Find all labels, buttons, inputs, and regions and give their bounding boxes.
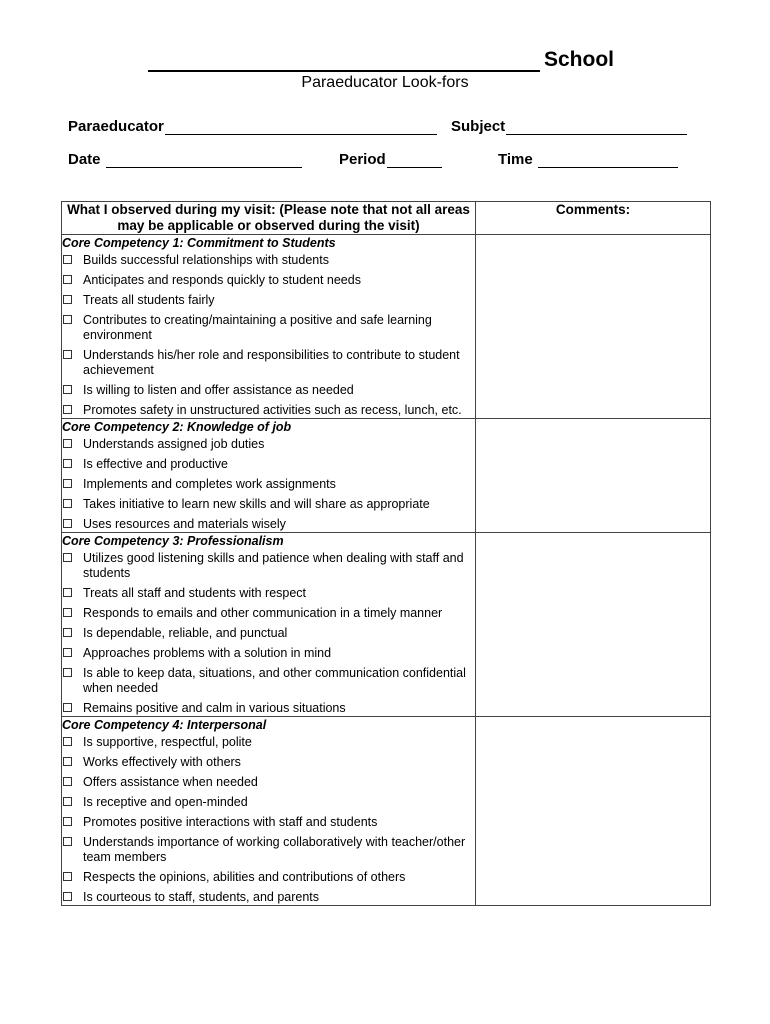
checkbox[interactable] <box>63 255 72 264</box>
comments-cell-3[interactable] <box>476 533 711 717</box>
checklist-item-text: Is effective and productive <box>83 457 228 471</box>
competency-row <box>62 533 711 717</box>
checklist-item <box>62 646 475 661</box>
checklist-item-text: Respects the opinions, abilities and contributions of others <box>83 870 406 884</box>
checklist-item <box>62 273 475 288</box>
checkbox[interactable] <box>63 385 72 394</box>
checkbox[interactable] <box>63 648 72 657</box>
checklist-item-text: Treats all staff and students with respect <box>83 586 307 600</box>
observed-header: What I observed during my visit: (Please note that not all areas may be applicable or observed during the visit) <box>62 202 476 235</box>
checklist-item <box>62 253 475 268</box>
checklist-item-text: Is able to keep data, situations, and other communication confidential when needed <box>83 666 466 695</box>
checkbox[interactable] <box>63 892 72 901</box>
paraeducator-label: Paraeducator <box>68 118 164 135</box>
competency-4-section <box>62 717 476 906</box>
checkbox[interactable] <box>63 553 72 562</box>
checkbox[interactable] <box>63 499 72 508</box>
checklist-item <box>62 795 475 810</box>
observation-table <box>61 201 711 906</box>
checklist-item-text: Responds to emails and other communication in a timely manner <box>83 606 443 620</box>
checklist-item-text: Is dependable, reliable, and punctual <box>83 626 288 640</box>
checkbox[interactable] <box>63 628 72 637</box>
checkbox[interactable] <box>63 608 72 617</box>
checkbox[interactable] <box>63 872 72 881</box>
competency-title: Core Competency 1: Commitment to Students <box>62 236 336 250</box>
paraeducator-blank[interactable] <box>165 120 437 135</box>
checklist-item-text: Contributes to creating/maintaining a positive and safe learning environment <box>83 313 432 342</box>
checkbox[interactable] <box>63 295 72 304</box>
checklist-item <box>62 457 475 472</box>
period-blank[interactable] <box>387 153 442 168</box>
table-header-row <box>62 202 711 235</box>
competency-row <box>62 235 711 419</box>
checklist-item <box>62 383 475 398</box>
checklist-item <box>62 735 475 750</box>
period-label: Period <box>339 151 386 168</box>
checklist-item <box>62 870 475 885</box>
checklist-item-text: Uses resources and materials wisely <box>83 517 286 531</box>
checklist-item-text: Understands importance of working collaboratively with teacher/other team members <box>83 835 466 864</box>
checkbox[interactable] <box>63 275 72 284</box>
checklist-item-text: Understands his/her role and responsibilities to contribute to student achievement <box>83 348 460 377</box>
subject-label: Subject <box>451 118 506 135</box>
checklist-item-text: Approaches problems with a solution in mind <box>83 646 332 660</box>
competency-row <box>62 717 711 906</box>
checklist-item <box>62 606 475 621</box>
checkbox[interactable] <box>63 588 72 597</box>
period-field <box>339 151 442 168</box>
time-label: Time <box>498 151 533 168</box>
checklist-item <box>62 755 475 770</box>
competency-2-section <box>62 419 476 533</box>
checklist-item-text: Promotes positive interactions with staff and students <box>83 815 378 829</box>
checkbox[interactable] <box>63 405 72 414</box>
competency-row <box>62 419 711 533</box>
checklist-item-text: Is supportive, respectful, polite <box>83 735 252 749</box>
checklist-item <box>62 551 475 581</box>
subject-blank[interactable] <box>506 120 687 135</box>
comments-cell-2[interactable] <box>476 419 711 533</box>
checklist-item-text: Implements and completes work assignments <box>83 477 336 491</box>
checklist-item <box>62 403 475 418</box>
checklist-item <box>62 890 475 905</box>
checklist-item <box>62 701 475 716</box>
checklist-item-text: Treats all students fairly <box>83 293 215 307</box>
checklist-item-text: Is receptive and open-minded <box>83 795 248 809</box>
checkbox[interactable] <box>63 777 72 786</box>
date-field <box>68 151 302 168</box>
checklist-item-text: Anticipates and responds quickly to student needs <box>83 273 361 287</box>
checklist-item <box>62 477 475 492</box>
checklist-item <box>62 835 475 865</box>
paraeducator-field <box>68 118 437 135</box>
checkbox[interactable] <box>63 817 72 826</box>
checklist-item-text: Is courteous to staff, students, and parents <box>83 890 320 904</box>
competency-title: Core Competency 4: Interpersonal <box>62 718 267 732</box>
time-field <box>498 151 678 168</box>
school-name-line <box>148 48 614 72</box>
comments-header: Comments: <box>476 202 711 235</box>
checkbox[interactable] <box>63 837 72 846</box>
comments-cell-1[interactable] <box>476 235 711 419</box>
date-label: Date <box>68 151 101 168</box>
checklist-item-text: Promotes safety in unstructured activities such as recess, lunch, etc. <box>83 403 462 417</box>
checkbox[interactable] <box>63 315 72 324</box>
checklist-item <box>62 666 475 696</box>
checkbox[interactable] <box>63 479 72 488</box>
competency-title: Core Competency 2: Knowledge of job <box>62 420 292 434</box>
school-label: School <box>544 48 615 71</box>
checklist-item-text: Utilizes good listening skills and patience when dealing with staff and students <box>83 551 464 580</box>
checkbox[interactable] <box>63 797 72 806</box>
checklist-item-text: Offers assistance when needed <box>83 775 258 789</box>
checklist-item-text: Takes initiative to learn new skills and will share as appropriate <box>83 497 430 511</box>
competency-1-section <box>62 235 476 419</box>
checkbox[interactable] <box>63 350 72 359</box>
checklist-item <box>62 586 475 601</box>
school-name-blank[interactable] <box>148 48 540 72</box>
checklist-item <box>62 348 475 378</box>
checklist-item-text: Understands assigned job duties <box>83 437 265 451</box>
checklist-item-text: Remains positive and calm in various situations <box>83 701 346 715</box>
checklist-item-text: Is willing to listen and offer assistance as needed <box>83 383 354 397</box>
checklist-item <box>62 517 475 532</box>
checklist-item <box>62 293 475 308</box>
subject-field <box>451 118 687 135</box>
checkbox[interactable] <box>63 459 72 468</box>
competency-3-section <box>62 533 476 717</box>
checkbox[interactable] <box>63 757 72 766</box>
checkbox[interactable] <box>63 668 72 677</box>
form-title: Paraeducator Look-fors <box>301 74 469 91</box>
checklist-item-text: Builds successful relationships with students <box>83 253 329 267</box>
checklist-item <box>62 815 475 830</box>
date-blank[interactable] <box>106 153 302 168</box>
checklist-item <box>62 775 475 790</box>
competency-title: Core Competency 3: Professionalism <box>62 534 284 548</box>
checkbox[interactable] <box>63 519 72 528</box>
checklist-item-text: Works effectively with others <box>83 755 241 769</box>
checkbox[interactable] <box>63 703 72 712</box>
checklist-item <box>62 626 475 641</box>
checkbox[interactable] <box>63 737 72 746</box>
checklist-item <box>62 437 475 452</box>
comments-cell-4[interactable] <box>476 717 711 906</box>
checkbox[interactable] <box>63 439 72 448</box>
checklist-item <box>62 497 475 512</box>
time-blank[interactable] <box>538 153 678 168</box>
checklist-item <box>62 313 475 343</box>
